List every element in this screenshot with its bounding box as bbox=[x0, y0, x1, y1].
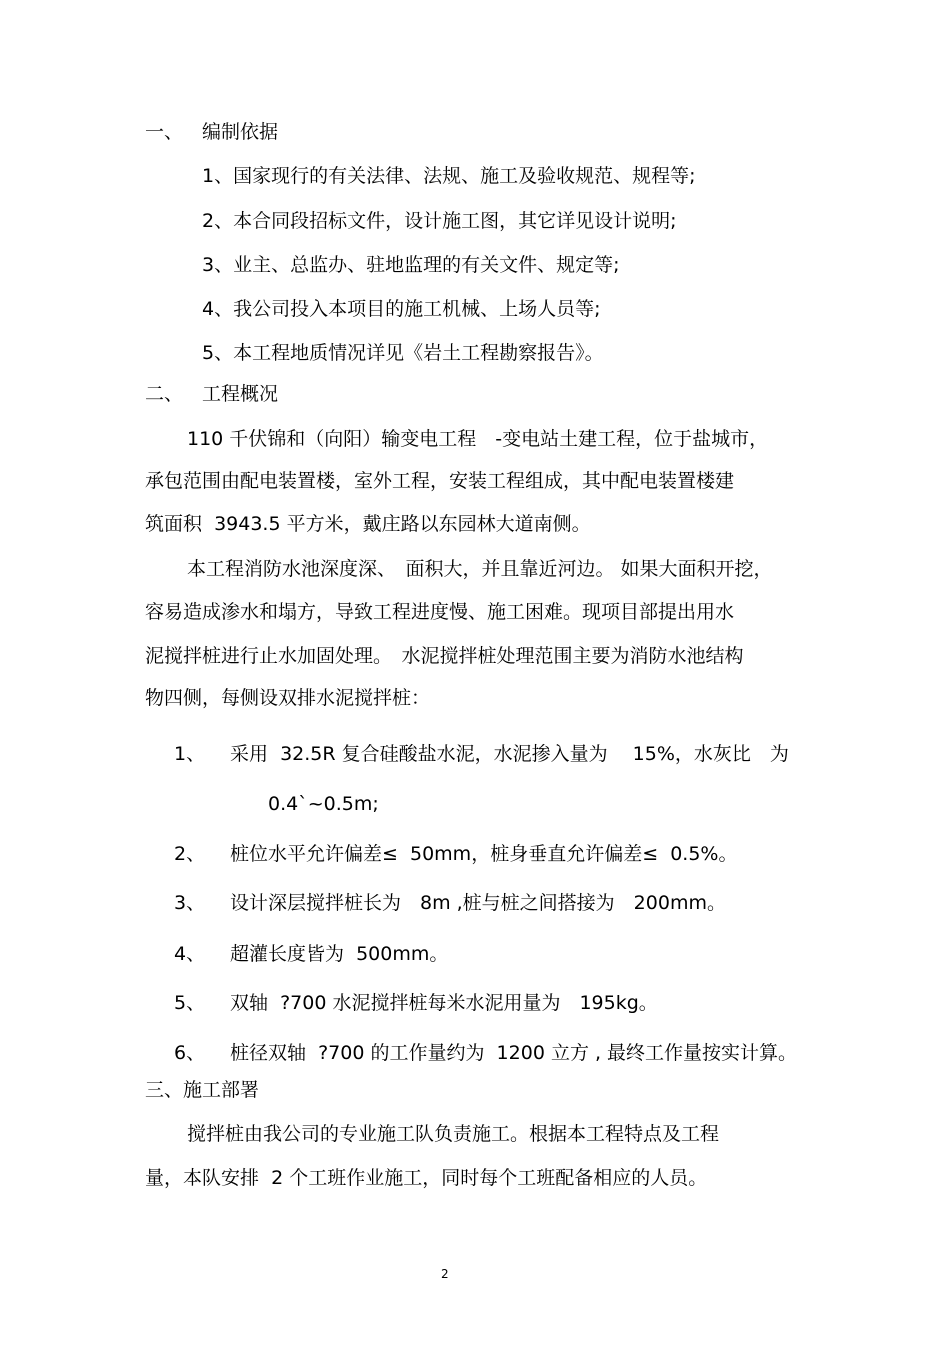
list-item-3: 设计深层搅拌桩长为 8m ,桩与桩之间搭接为 200mm。 bbox=[230, 892, 726, 914]
page-number: 2 bbox=[441, 1267, 449, 1281]
pool-line-3: 泥搅拌桩进行止水加固处理。 水泥搅拌桩处理范围主要为消防水池结构 bbox=[145, 645, 744, 667]
section1-item-5: 5、本工程地质情况详见《岩土工程勘察报告》。 bbox=[202, 342, 604, 364]
list-number-2: 2、 bbox=[174, 843, 206, 865]
list-number-1: 1、 bbox=[174, 743, 206, 765]
list-item-1-continued: 0.4`~0.5m; bbox=[268, 793, 379, 815]
section3-heading: 三、施工部署 bbox=[145, 1079, 260, 1101]
section1-title: 编制依据 bbox=[202, 121, 279, 143]
list-item-4: 超灌长度皆为 500mm。 bbox=[230, 943, 449, 965]
pool-line-1: 本工程消防水池深度深、 面积大，并且靠近河边。 如果大面积开挖， bbox=[187, 558, 773, 580]
list-number-3: 3、 bbox=[174, 892, 206, 914]
section1-number: 一、 bbox=[145, 121, 184, 143]
overview-line-1: 110 千伏锦和（向阳）输变电工程 -变电站土建工程，位于盐城市， bbox=[187, 428, 769, 450]
section2-title: 工程概况 bbox=[202, 383, 279, 405]
list-item-6: 桩径双轴 ?700 的工作量约为 1200 立方 , 最终工作量按实计算。 bbox=[230, 1042, 798, 1064]
overview-line-3: 筑面积 3943.5 平方米，戴庄路以东园林大道南侧。 bbox=[145, 513, 591, 535]
list-number-6: 6、 bbox=[174, 1042, 206, 1064]
list-number-5: 5、 bbox=[174, 992, 206, 1014]
section2-number: 二、 bbox=[145, 383, 184, 405]
overview-line-2: 承包范围由配电装置楼，室外工程，安装工程组成，其中配电装置楼建 bbox=[145, 470, 735, 492]
deployment-line-1: 搅拌桩由我公司的专业施工队负责施工。根据本工程特点及工程 bbox=[187, 1123, 720, 1145]
list-number-4: 4、 bbox=[174, 943, 206, 965]
pool-line-4: 物四侧，每侧设双排水泥搅拌桩： bbox=[145, 687, 431, 709]
section1-item-1: 1、国家现行的有关法律、法规、施工及验收规范、规程等; bbox=[202, 165, 696, 187]
list-item-5: 双轴 ?700 水泥搅拌桩每米水泥用量为 195kg。 bbox=[230, 992, 658, 1014]
section1-item-3: 3、业主、总监办、驻地监理的有关文件、规定等; bbox=[202, 254, 620, 276]
list-item-1: 采用 32.5R 复合硅酸盐水泥，水泥掺入量为 15%，水灰比 为 bbox=[230, 743, 789, 765]
deployment-line-2: 量，本队安排 2 个工班作业施工，同时每个工班配备相应的人员。 bbox=[145, 1167, 708, 1189]
section1-item-2: 2、本合同段招标文件，设计施工图，其它详见设计说明; bbox=[202, 210, 677, 232]
list-item-2: 桩位水平允许偏差≤ 50mm，桩身垂直允许偏差≤ 0.5%。 bbox=[230, 843, 738, 865]
pool-line-2: 容易造成渗水和塌方，导致工程进度慢、施工困难。现项目部提出用水 bbox=[145, 601, 735, 623]
section1-item-4: 4、我公司投入本项目的施工机械、上场人员等; bbox=[202, 298, 601, 320]
